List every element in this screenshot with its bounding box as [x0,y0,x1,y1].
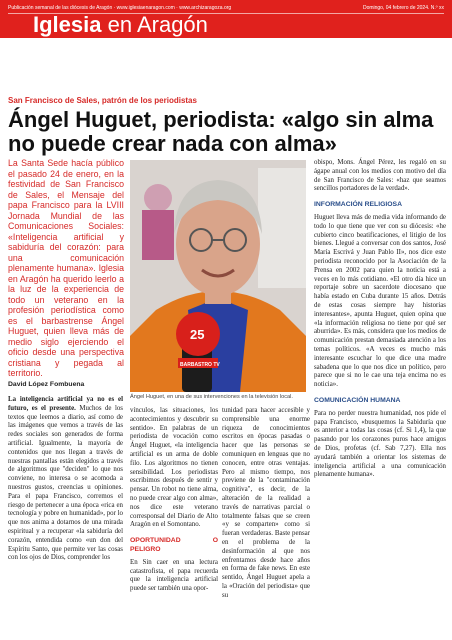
background-window [258,168,306,288]
subhead-oportunidad: OPORTUNIDAD O PELIGRO [130,537,218,553]
microphone-band: BARBASTRO TV [180,362,220,368]
background-figure [144,184,172,212]
subhead-informacion: INFORMACIÓN RELIGIOSA [314,201,402,209]
masthead-bar [0,0,452,38]
col4-text3: Para no perder nuestra humanidad, nos pide el papa Francisco, «busquemos la Sabiduría que es anterior a todas las cosas (cf. Si 1,4), la que pasando por los corazones puros hace amigos de Dios, profetas (cf. Sab 7,27). Ella nos ayudará también a orientar los sistemas de inteligencia artificial a una comunicación plenamente humana». [314,409,446,479]
background-figure-body [142,210,174,260]
body-column-2 [130,407,218,594]
photo-caption: Ángel Huguet, en una de sus intervenciones en la televisión local. [130,394,293,400]
microphone-label: 25 [190,327,205,342]
body-column-4 [314,159,446,480]
byline: David López Fombuena [8,381,85,388]
article-lead: La Santa Sede hacía público el pasado 24 de enero, en la festividad de San Francisco de Sales, el Mensaje del papa Francisco para la LVIII Jornada Mundial de las Comunicaciones Sociales: «Inteligencia artificial y sabiduría del corazón: para una comunicación plenamente humana». Iglesia en Aragón ha querido leerlo a la luz de la experiencia de todo un veterano en la profesión periodística como es el barbastrense Ángel Huguet, quien lleva más de medio siglo ejerciendo el oficio desde una perspectiva cristiana y pegada al territorio. [8,158,124,378]
brand-logo [33,13,208,37]
brand-bold: Iglesia [33,12,102,37]
col4-text1: obispo, Mons. Ángel Pérez, les regaló en su ágape anual con los medios con motivo del día de San Francisco de Sales: «haz que seamos sencillos portadores de la verdad». [314,159,446,193]
brand-rest: en Aragón [101,12,208,37]
body-column-3 [222,407,310,601]
article-photo [130,160,306,392]
article-headline: Ángel Huguet, periodista: «algo sin alma no puede crear nada con alma» [8,107,434,156]
col2-text2: En Sin caer en una lectura catastrofista, el papa recuerda que la inteligencia artificial puede ser también una opor- [130,558,218,593]
article-kicker: San Francisco de Sales, patrón de los periodistas [8,96,197,105]
publication-info: Publicación semanal de las diócesis de Aragón · www.iglesiaenaragon.com · www.archizaragoza.org [8,5,232,11]
issue-date: Domingo, 04 febrero de 2024. N.º xx [362,5,444,11]
subhead-comunicacion: COMUNICACIÓN HUMANA [314,396,401,404]
col4-text2: Huguet lleva más de media vida informando de todo lo que tiene que ver con su diócesis: «he cubierto cinco beatificaciones, el litigio de los bienes. Llegué a conversar con dos santos, José María Escrivá y Juan Pablo II», nos dice este periodista reconocido por la Asociación de la Prensa en 2002 para quien la noticia está a veces en lo más cotidiano. «El otro día hice un reportaje sobre un sacerdote diocesano que había estado en Cuba durante 15 años. Detrás de estas cosas siempre hay historias interesantes», apunta Huguet, quien opina que «la información religiosa no tiene por qué ser aburrida». Es más, considera que los medios de comunicación prestan demasiada atención a los temas políticos. «A veces es mucho más interesante escuchar lo que dice una madre sabadena que lo que nos dice un político, pero parece que si no le cae una teja encima no es noticia». [314,213,446,389]
body-column-1 [8,396,123,563]
photo-illustration [130,160,306,392]
col2-text: vínculos, las situaciones, los acontecimientos y descubrir su sentido». En palabras de un periodista de vocación como Ángel Huguet, «la inteligencia artificial es un arma de doble filo. Los algoritmos no tienen sensibilidad. Los periodistas escribimos después de sentir y pensar. Un robot no tiene alma, no puede crear algo con alma», nos dice este veterano corresponsal del Diario de Alto Aragón en el Somontano. [130,407,218,529]
col3-text: tunidad para hacer accesible y comprensible una enorme riqueza de conocimientos escritos en épocas pasadas o hacer que las personas se comuniquen en lenguas que no conocen, entre otras ventajas. Pero al mismo tiempo, nos previene de la "contaminación cognitiva", es decir, de la alteración de la realidad a través de narrativas parcial o totalmente falsas que se creen «y se comparten» como si fueran verdaderas. Baste pensar en el problema de la desinformación al que nos enfrentamos desde hace años en forma de fake news. En este sentido, Ángel Huguet apela a la «Oración del periodista» que su [222,407,310,599]
col1-lead-in: La inteligencia artificial ya no es el futuro, es el presente. [8,396,123,412]
col1-text: Muchos de los textos que leemos a diario, así como de las imágenes que vemos a través de las redes sociales son generados de forma artificial. Igualmente, la mayoría de contenidos que nos llegan a través de nuestras pantallas están elegidos a través de algoritmos que "deciden" lo que nos conviene, no interesa o se acomoda a nuestros gustos, creencias u opiniones. Para el papa Francisco, corremos el riesgo de pertenecer a una época «rica en tecnología y pobre en humanidad», por lo que nos anima a dotarnos de una mirada espiritual y a recuperar «la sabiduría del corazón, entendida como «un don del Espíritu Santo, que permite ver las cosas con los ojos de Dios, comprender los [8,404,124,562]
